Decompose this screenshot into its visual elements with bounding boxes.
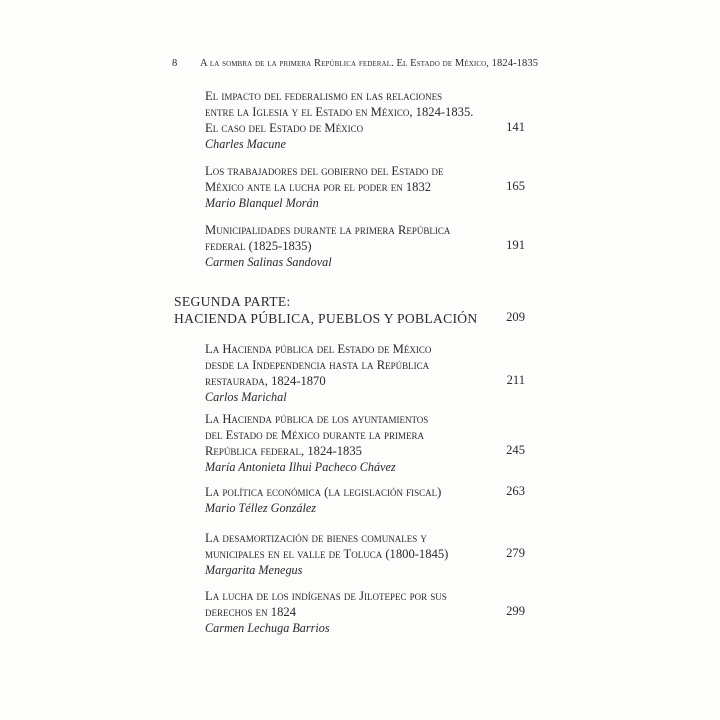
part-page: 209 bbox=[506, 310, 525, 324]
toc-entry bbox=[205, 588, 525, 636]
entry-title-line: La Hacienda pública de los ayuntamientos bbox=[205, 412, 429, 426]
entry-author: Charles Macune bbox=[205, 137, 286, 151]
part-title: HACIENDA PÚBLICA, PUEBLOS Y POBLACIÓN bbox=[174, 311, 478, 326]
running-head bbox=[172, 58, 560, 69]
entry-title-line: Los trabajadores del gobierno del Estado de bbox=[205, 164, 444, 178]
entry-page: 141 bbox=[506, 120, 525, 134]
entry-title-line: El impacto del federalismo en las relaciones bbox=[205, 89, 443, 103]
toc-entry bbox=[205, 222, 525, 270]
entry-title-line: entre la Iglesia y el Estado en México, 1824-1835. bbox=[205, 105, 474, 119]
entry-author: Mario Téllez González bbox=[205, 501, 317, 515]
entry-page: 263 bbox=[506, 484, 525, 498]
toc-entry bbox=[205, 341, 525, 405]
entry-title-line: La Hacienda pública del Estado de México bbox=[205, 342, 432, 356]
entry-author: María Antonieta Ilhui Pacheco Chávez bbox=[205, 460, 396, 474]
entry-page: 245 bbox=[506, 443, 525, 457]
entry-title-line: Municipalidades durante la primera República bbox=[205, 223, 451, 237]
entry-title-line: La lucha de los indígenas de Jilotepec por sus bbox=[205, 589, 447, 603]
entry-title-line: México ante la lucha por el poder en 1832 bbox=[205, 180, 432, 194]
entry-author: Margarita Menegus bbox=[205, 563, 303, 577]
entry-title-line: desde la Independencia hasta la República bbox=[205, 358, 430, 372]
entry-title-line: República federal, 1824-1835 bbox=[205, 444, 362, 458]
entry-title-line: El caso del Estado de México bbox=[205, 121, 364, 135]
entry-title-line: municipales en el valle de Toluca (1800-1845) bbox=[205, 547, 449, 561]
entry-title-line: federal (1825-1835) bbox=[205, 239, 312, 253]
entry-page: 211 bbox=[506, 373, 525, 387]
entry-page: 299 bbox=[506, 604, 525, 618]
entry-author: Carlos Marichal bbox=[205, 390, 287, 404]
toc-entry bbox=[205, 163, 525, 211]
part-label: SEGUNDA PARTE: bbox=[174, 294, 291, 309]
entry-title-line: restaurada, 1824-1870 bbox=[205, 374, 326, 388]
page-number: 8 bbox=[172, 58, 178, 69]
entry-page: 279 bbox=[506, 546, 525, 560]
entry-page: 165 bbox=[506, 179, 525, 193]
entry-title-line: derechos en 1824 bbox=[205, 605, 296, 619]
entry-title-line: La desamortización de bienes comunales y bbox=[205, 531, 427, 545]
entry-title-line: del Estado de México durante la primera bbox=[205, 428, 425, 442]
entry-author: Carmen Salinas Sandoval bbox=[205, 255, 332, 269]
running-title: A la sombra de la primera República federal. El Estado de México, 1824-1835 bbox=[200, 58, 539, 69]
entry-page: 191 bbox=[506, 238, 525, 252]
entry-author: Mario Blanquel Morán bbox=[205, 196, 319, 210]
toc-entry bbox=[205, 530, 525, 578]
part-heading bbox=[174, 293, 494, 327]
entry-author: Carmen Lechuga Barrios bbox=[205, 621, 330, 635]
toc-entry bbox=[205, 484, 525, 516]
entry-title-line: La política económica (la legislación fiscal) bbox=[205, 485, 442, 499]
toc-entry bbox=[205, 88, 525, 152]
toc-entry bbox=[205, 411, 525, 475]
